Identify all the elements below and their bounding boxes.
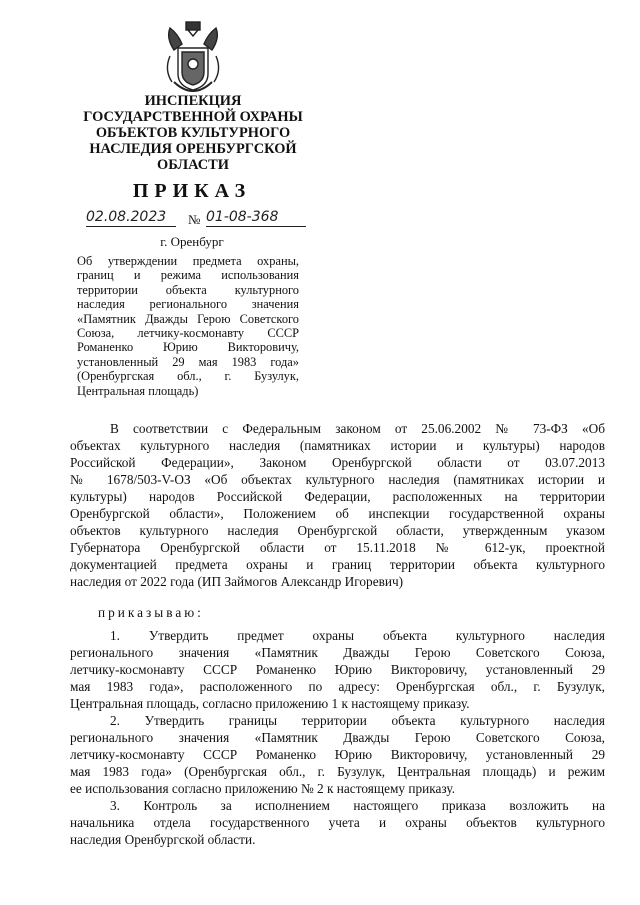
- subject-line: границ и режима использования: [77, 268, 299, 283]
- text-line: ее использования согласно приложению № 2 к настоящему приказу.: [70, 781, 456, 796]
- subject-line: «Памятник Дважды Герою Советского: [77, 311, 299, 326]
- text-line: Российской Федерации», Законом Оренбургской области от 03.07.2013: [70, 455, 605, 470]
- text-line: 3. Контроль за исполнением настоящего приказа возложить на: [110, 798, 605, 813]
- number-label: №: [188, 212, 201, 227]
- order-number: 01-08-368: [206, 208, 306, 227]
- text-line: 1. Утвердить предмет охраны объекта культурного наследия: [110, 628, 605, 643]
- text-line: № 1678/503-V-ОЗ «Об объектах культурного наследия (памятниках истории и: [70, 472, 605, 487]
- text-line: наследия от 2022 года (ИП Займогов Александр Игоревич): [70, 574, 404, 589]
- order-date: 02.08.2023: [86, 208, 176, 227]
- coat-of-arms-emblem: [160, 20, 226, 102]
- preamble-paragraph: [70, 420, 605, 590]
- item-1-paragraph: [70, 627, 605, 712]
- text-line: летчику-космонавту СССР Романенко Юрию Викторовичу, установленный 29: [70, 662, 605, 677]
- org-line: ОБЛАСТИ: [157, 157, 229, 173]
- text-line: мая 1983 года» (Оренбургская обл., г. Бузулук, Центральная площадь) и режим: [70, 764, 605, 779]
- subject-line: установленный 29 мая 1983 года»: [77, 354, 299, 369]
- subject-line: Союза, летчику-космонавту СССР: [77, 326, 299, 341]
- organization-name: [62, 93, 324, 173]
- order-body: [70, 420, 605, 848]
- issue-city: г. Оренбург: [160, 234, 224, 249]
- org-line: ГОСУДАРСТВЕННОЙ ОХРАНЫ: [83, 109, 303, 125]
- text-line: документацией предмета охраны и границ территории объекта культурного: [70, 557, 605, 572]
- text-line: наследия Оренбургской области.: [70, 832, 256, 847]
- org-line: ИНСПЕКЦИЯ: [144, 93, 242, 109]
- subject-line: (Оренбургская обл., г. Бузулук,: [77, 369, 299, 384]
- subject-line: Романенко Юрию Викторовичу,: [77, 340, 299, 355]
- item-2-paragraph: [70, 712, 605, 797]
- decree-word: приказываю:: [98, 605, 204, 620]
- text-line: мая 1983 года», расположенного по адресу: Оренбургская обл., г. Бузулук,: [70, 679, 605, 694]
- text-line: начальника отдела государственного учета и охраны объектов культурного: [70, 815, 605, 830]
- item-3-paragraph: [70, 797, 605, 848]
- org-line: ОБЪЕКТОВ КУЛЬТУРНОГО: [95, 125, 291, 141]
- text-line: объектах культурного наследия (памятниках истории и культуры) народов: [70, 438, 605, 453]
- text-line: регионального значения «Памятник Дважды Герою Советского Союза,: [70, 645, 605, 660]
- subject-line: наследия регионального значения: [77, 297, 299, 312]
- subject-line: Центральная площадь): [77, 383, 199, 398]
- subject-line: территории объекта культурного: [77, 282, 299, 297]
- subject-line: Об утверждении предмета охраны,: [77, 254, 299, 268]
- text-line: летчику-космонавту СССР Романенко Юрию Викторовичу, установленный 29: [70, 747, 605, 762]
- text-line: Губернатора Оренбургской области от 15.11.2018 № 612-ук, проектной: [70, 540, 605, 555]
- text-line: Центральная площадь, согласно приложению 1 к настоящему приказу.: [70, 696, 470, 711]
- text-line: 2. Утвердить границы территории объекта культурного наследия: [110, 713, 605, 728]
- text-line: регионального значения «Памятник Дважды Герою Советского Союза,: [70, 730, 605, 745]
- document-type-title: ПРИКАЗ: [132, 180, 252, 202]
- text-line: Оренбургской области», Положением об инспекции государственной охраны: [70, 506, 605, 521]
- org-line: НАСЛЕДИЯ ОРЕНБУРГСКОЙ: [89, 141, 297, 157]
- order-subject: [77, 254, 299, 398]
- text-line: культуры) народов Российской Федерации, расположенных на территории: [70, 489, 605, 504]
- text-line: В соответствии с Федеральным законом от 25.06.2002 № 73-ФЗ «Об: [110, 421, 605, 436]
- text-line: объектов культурного наследия Оренбургской области, утвержденным указом: [70, 523, 605, 538]
